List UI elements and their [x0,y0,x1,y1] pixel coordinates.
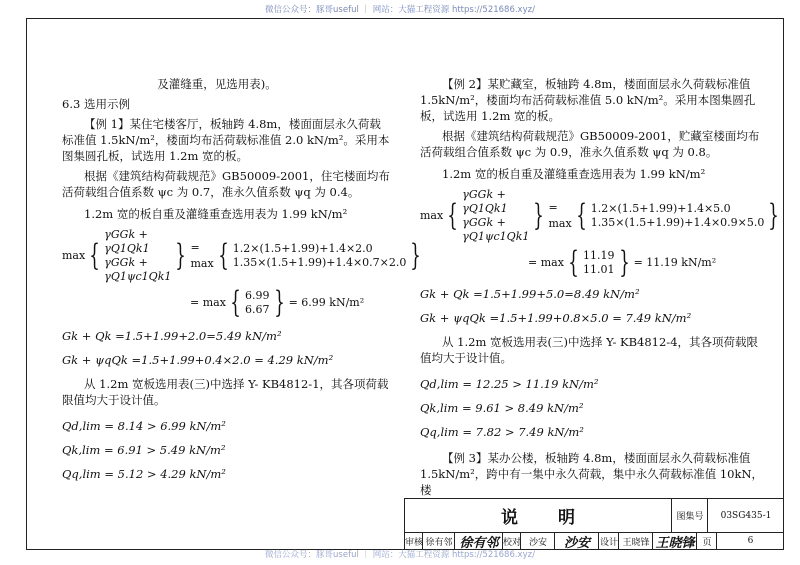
formula-eq: = max [190,241,214,270]
formula-max-1: max { γGGk + γQ1Qk1 γGGk + γQ1ψc1Qk1 } = max { 1.2×(1.5+1.99)+1.4×2.0 1.35×(1.5+1.99)+1.4×0.7×2.0 } [62,228,422,283]
section-heading: 6.3 选用示例 [62,97,130,111]
reviewer-name: 徐有邻 [422,532,455,550]
selection-text: 从 1.2m 宽板选用表(三)中选择 Y- KB4812-4，其各项荷载限值均大于设计值。 [420,335,759,365]
example1-selfweight: 1.2m 宽的板自重及灌缝重查选用表为 1.99 kN/m² [84,207,348,221]
formula4-result: = 11.19 kN/m² [633,256,717,269]
formula4-a: 11.19 [583,249,615,262]
example2-coefficients: 根据《建筑结构荷载规范》GB50009-2001，贮藏室楼面均布活荷载组合值系数 ψc 为 0.9，准永久值系数 ψq 为 0.8。 [420,129,760,159]
formula2-a: 6.99 [245,289,270,302]
eq-gk-qk: Gk + Qk =1.5+1.99+5.0=8.49 kN/m² [420,287,640,301]
designer-name: 王晓锋 [618,532,653,550]
q-design-limit: Qd,lim = 12.25 > 11.19 kN/m² [420,377,599,391]
page-label: 页 [696,532,717,550]
formula2-result: = 6.99 kN/m² [288,296,365,309]
designer-signature: 王晓锋 [652,532,697,550]
example2-text: 【例 2】某贮藏室，板轴跨 4.8m，楼面面层永久荷载标准值 1.5kN/m²，楼面均布活荷载标准值 5.0 kN/m²。采用本图集圆孔板，试选用 1.2m 宽的板。 [420,77,756,123]
formula-rhs-1: 1.2×(1.5+1.99)+1.4×2.0 [232,242,373,255]
example3-text: 【例 3】某办公楼，板轴跨 4.8m，楼面面层永久荷载标准值 1.5kN/m²，跨中有一集中永久荷载，集中永久荷载标准值 10kN，楼 [420,451,764,497]
formula4-b: 11.01 [583,263,615,276]
formula-lhs-2: γGGk + γQ1ψc1Qk1 [104,256,172,283]
left-column [62,76,422,486]
formula-rhs-2: 1.35×(1.5+1.99)+1.4×0.9×5.0 [590,216,765,229]
eq-gk-qk: Gk + Qk =1.5+1.99+2.0=5.49 kN/m² [62,329,282,343]
formula-lhs-1: γGGk + γQ1Qk1 [104,228,150,255]
q-quasi-limit: Qq,lim = 7.82 > 7.49 kN/m² [420,425,584,439]
checker-signature: 沙安 [554,532,599,550]
formula-eq: = max [548,201,572,230]
right-column [420,76,780,498]
formula-lhs-2: γGGk + γQ1ψc1Qk1 [462,216,530,243]
left-line1: 及灌缝重，见选用表)。 [157,77,277,91]
formula-max-4: = max { 11.19 11.01 } = 11.19 kN/m² [528,245,717,280]
selection-text: 从 1.2m 宽板选用表(三)中选择 Y- KB4812-1，其各项荷载限值均大于设计值。 [62,377,389,407]
watermark-top: 微信公众号：豚哥useful ｜ 网站：大猫工程资源 https://521686.xyz/ [265,5,535,15]
formula-lhs-1: γGGk + γQ1Qk1 [462,188,508,215]
atlas-number: 03SG435-1 [707,499,784,532]
checker-name: 沙安 [520,532,555,550]
watermark-bottom: 微信公众号：豚哥useful ｜ 网站：大猫工程资源 https://521686.xyz/ [265,550,535,560]
max-label: max [62,249,86,262]
sheet-title: 说明 [501,508,615,528]
design-label: 设计 [598,532,619,550]
formula4-eq: = max [528,256,564,269]
reviewer-signature: 徐有邻 [454,532,503,550]
review-label: 审核 [404,532,423,550]
formula-max-2: = max { 6.99 6.67 } = 6.99 kN/m² [190,285,365,320]
formula2-eq: = max [190,296,226,309]
q-standard-limit: Qk,lim = 6.91 > 5.49 kN/m² [62,443,226,457]
check-label: 校对 [502,532,521,550]
example1-text: 【例 1】某住宅楼客厅，板轴跨 4.8m，楼面面层永久荷载标准值 1.5kN/m²，楼面均布活荷载标准值 2.0 kN/m²。采用本图集圆孔板，试选用 1.2m 宽的板。 [62,117,390,163]
eq-gk-psi-qk: Gk + ψqQk =1.5+1.99+0.4×2.0 = 4.29 kN/m² [62,353,334,367]
formula2-b: 6.67 [245,303,270,316]
example1-coefficients: 根据《建筑结构荷载规范》GB50009-2001，住宅楼面均布活荷载组合值系数 ψc 为 0.7，准永久值系数 ψq 为 0.4。 [62,169,390,199]
max-label: max [420,209,444,222]
formula-rhs-2: 1.35×(1.5+1.99)+1.4×0.7×2.0 [232,256,407,269]
q-quasi-limit: Qq,lim = 5.12 > 4.29 kN/m² [62,467,226,481]
q-design-limit: Qd,lim = 8.14 > 6.99 kN/m² [62,419,226,433]
eq-gk-psi-qk: Gk + ψqQk =1.5+1.99+0.8×5.0 = 7.49 kN/m² [420,311,692,325]
atlas-label: 图集号 [671,499,708,532]
q-standard-limit: Qk,lim = 9.61 > 8.49 kN/m² [420,401,584,415]
title-block [404,498,784,550]
page-number: 6 [716,532,784,550]
formula-rhs-1: 1.2×(1.5+1.99)+1.4×5.0 [590,202,731,215]
formula-max-3: max { γGGk + γQ1Qk1 γGGk + γQ1ψc1Qk1 } = max { 1.2×(1.5+1.99)+1.4×5.0 1.35×(1.5+1.99)+1.4×0.9×5.0 } [420,188,780,243]
example2-selfweight: 1.2m 宽的板自重及灌缝重查选用表为 1.99 kN/m² [442,167,706,181]
